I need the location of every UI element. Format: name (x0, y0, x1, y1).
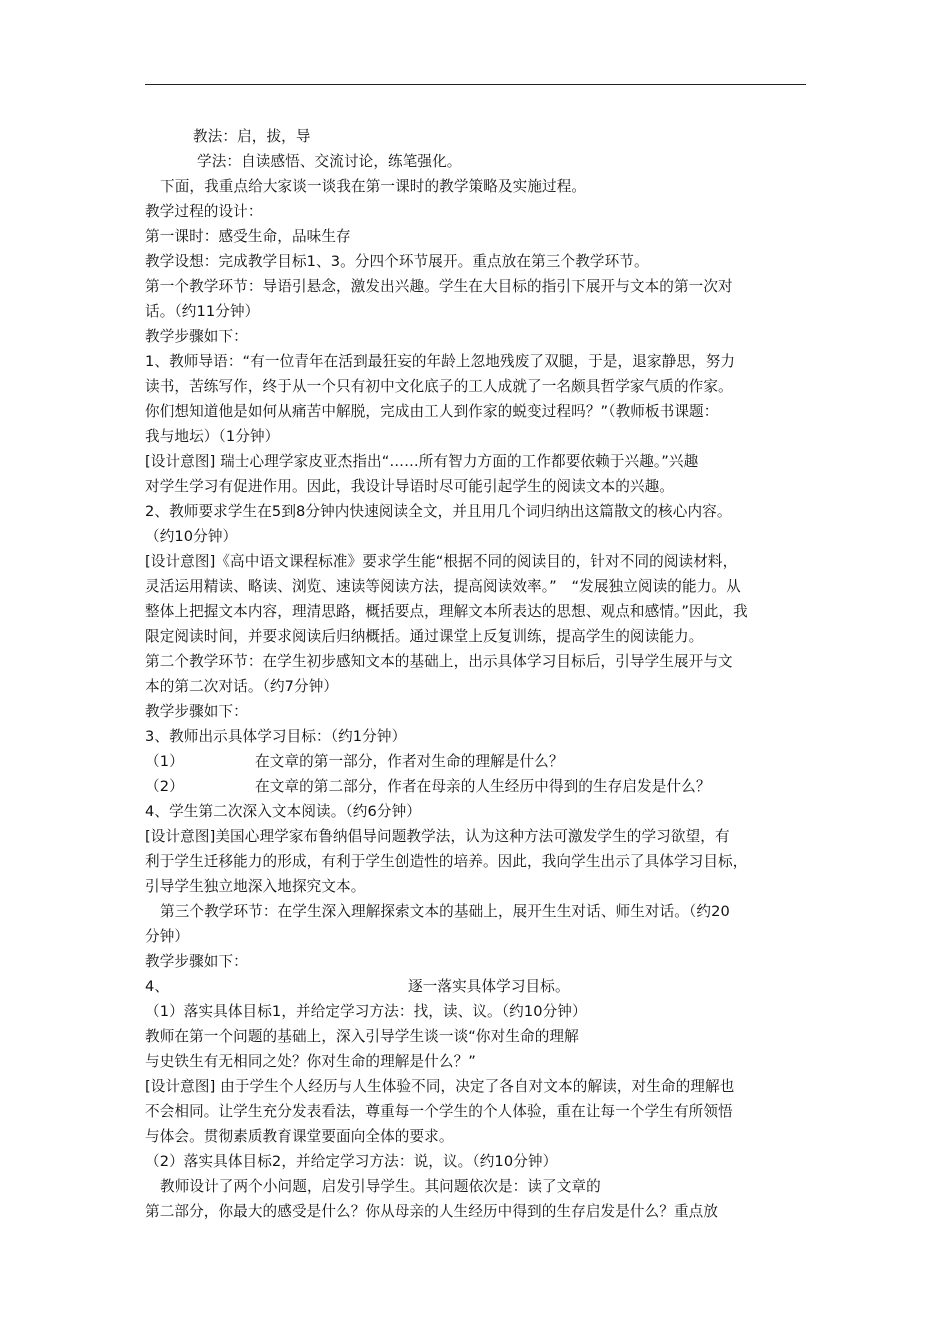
text-line: 你们想知道他是如何从痛苦中解脱，完成由工人到作家的蜕变过程吗？”（教师板书课题： (145, 403, 719, 420)
text-line: 不会相同。让学生充分发表看法，尊重每一个学生的个人体验，重在让每一个学生有所领悟 (145, 1103, 733, 1120)
list-item-2 (145, 775, 810, 799)
text-line: 与史铁生有无相同之处？你对生命的理解是什么？” (145, 1053, 476, 1070)
text-line: 限定阅读时间，并要求阅读后归纳概括。通过课堂上反复训练，提高学生的阅读能力。 (145, 628, 704, 645)
text-line: 对学生学习有促进作用。因此，我设计导语时尽可能引起学生的阅读文本的兴趣。 (145, 478, 674, 495)
text-line: 教学设想：完成教学目标1、3。分四个环节展开。重点放在第三个教学环节。 (145, 253, 649, 270)
text-line: 第二部分，你最大的感受是什么？你从母亲的人生经历中得到的生存启发是什么？重点放 (145, 1203, 719, 1220)
text-line: 第一个教学环节：导语引悬念，激发出兴趣。学生在大目标的指引下展开与文本的第一次对 (145, 278, 733, 295)
text-line: 教学步骤如下： (145, 953, 248, 970)
text-line: 我与地坛）（1分钟） (145, 428, 280, 445)
text-line: 教学过程的设计： (145, 203, 263, 220)
text-line: 本的第二次对话。（约7分钟） (145, 678, 339, 695)
text-line: 4、学生第二次深入文本阅读。（约6分钟） (145, 803, 421, 820)
list-item-1 (145, 750, 810, 774)
text-line: 教师在第一个问题的基础上，深入引导学生谈一谈“你对生命的理解 (145, 1028, 579, 1045)
list-text: 在文章的第二部分，作者在母亲的人生经历中得到的生存启发是什么？ (255, 778, 711, 795)
list-item-4 (145, 975, 810, 999)
text-line: [设计意图] 瑞士心理学家皮亚杰指出“……所有智力方面的工作都要依赖于兴趣。”兴趣 (145, 453, 699, 470)
text-line: [设计意图] 由于学生个人经历与人生体验不同，决定了各自对文本的解读，对生命的理解也 (145, 1078, 735, 1095)
text-line: 灵活运用精读、略读、浏览、速读等阅读方法，提高阅读效率。” “发展独立阅读的能力。从 (145, 578, 741, 595)
text-line: 引导学生独立地深入地探究文本。 (145, 878, 366, 895)
text-line: 学法：自读感悟、交流讨论，练笔强化。 (197, 153, 462, 170)
text-line: 分钟） (145, 928, 190, 945)
header-rule (145, 84, 806, 85)
list-marker: （2） (145, 778, 184, 795)
text-line: 利于学生迁移能力的形成，有利于学生创造性的培养。因此，我向学生出示了具体学习目标， (145, 853, 748, 870)
text-line: 整体上把握文本内容，理清思路，概括要点，理解文本所表达的思想、观点和感情。”因此，我 (145, 603, 748, 620)
text-line: 与体会。贯彻素质教育课堂要面向全体的要求。 (145, 1128, 454, 1145)
text-line: [设计意图]《高中语文课程标准》要求学生能“根据不同的阅读目的，针对不同的阅读材料， (145, 553, 738, 570)
text-line: （2）落实具体目标2，并给定学习方法：说，议。（约10分钟） (145, 1153, 558, 1170)
text-line: 读书，苦练写作，终于从一个只有初中文化底子的工人成就了一名颇具哲学家气质的作家。 (145, 378, 733, 395)
text-line: 教学步骤如下： (145, 328, 248, 345)
text-line: 话。（约11分钟） (145, 303, 260, 320)
text-line: 下面，我重点给大家谈一谈我在第一课时的教学策略及实施过程。 (160, 178, 587, 195)
text-line: 教学步骤如下： (145, 703, 248, 720)
list-marker: 4、 (145, 978, 170, 995)
list-text: 逐一落实具体学习目标。 (408, 978, 570, 995)
text-line: 教法：启，拔，导 (193, 128, 311, 145)
text-line: 3、教师出示具体学习目标：（约1分钟） (145, 728, 407, 745)
text-line: 第一课时：感受生命，品味生存 (145, 228, 351, 245)
list-text: 在文章的第一部分，作者对生命的理解是什么？ (255, 753, 564, 770)
text-line: 第三个教学环节：在学生深入理解探索文本的基础上，展开生生对话、师生对话。（约20 (160, 903, 730, 920)
text-line: 第二个教学环节：在学生初步感知文本的基础上，出示具体学习目标后，引导学生展开与文 (145, 653, 733, 670)
text-line: 1、教师导语：“有一位青年在活到最狂妄的年龄上忽地残废了双腿，于是，退家静思，努力 (145, 353, 736, 370)
text-line: 2、教师要求学生在5到8分钟内快速阅读全文，并且用几个词归纳出这篇散文的核心内容。 (145, 503, 732, 520)
text-line: [设计意图]美国心理学家布鲁纳倡导问题教学法，认为这种方法可激发学生的学习欲望，有 (145, 828, 730, 845)
list-marker: （1） (145, 753, 184, 770)
text-line: （1）落实具体目标1，并给定学习方法：找，读、议。（约10分钟） (145, 1003, 587, 1020)
text-line: （约10分钟） (145, 528, 238, 545)
text-line: 教师设计了两个小问题，启发引导学生。其问题依次是：读了文章的 (160, 1178, 601, 1195)
